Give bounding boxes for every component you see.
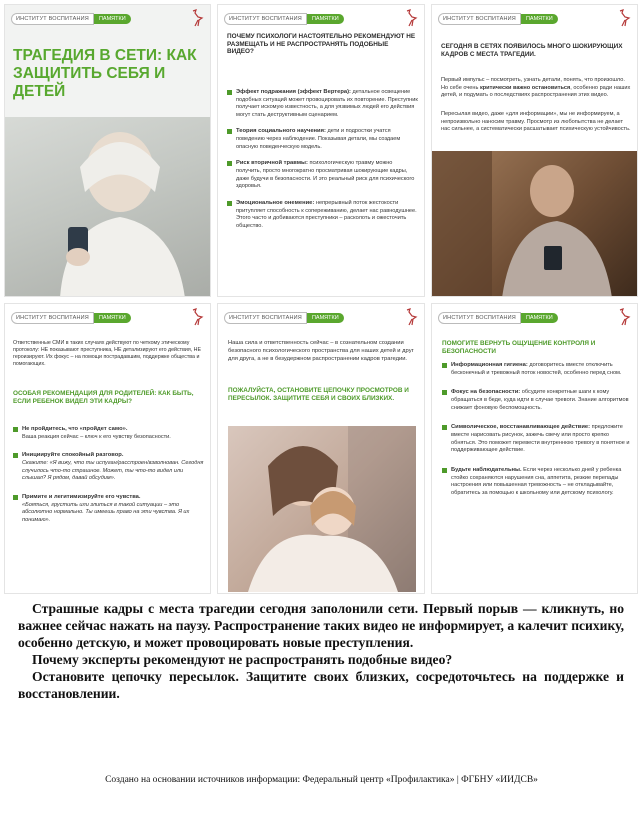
- card-title: ПОЖАЛУЙСТА, ОСТАНОВИТЕ ЦЕПОЧКУ ПРОСМОТРОВ И ПЕРЕСЫЛОК. ЗАЩИТИТЕ СЕБЯ И СВОИХ БЛИЗКИХ.: [228, 387, 409, 402]
- item-text: дети и подростки учатся поведению через наблюдение. Показывая детали, мы создаем опасную поведенческую модель.: [236, 128, 401, 150]
- heron-logo-icon: [617, 9, 631, 27]
- item-head: Эффект подражания (эффект Вертера):: [236, 89, 351, 95]
- item-head: Инициируйте спокойный разговор.: [22, 452, 124, 459]
- photo-man-with-phone: [432, 151, 638, 297]
- pamyatki-badge: ПАМЯТКИ: [307, 14, 344, 24]
- list-item: [442, 467, 630, 497]
- heron-logo-icon: [617, 308, 631, 326]
- infographic-grid: [4, 4, 638, 594]
- item-text: детальное освещение подобных ситуаций может провоцировать их повторение. Преступник получает искомую известность, а для уязвимых людей его действия могут стать деструктивным сценарием.: [236, 89, 418, 118]
- card-header: [438, 312, 558, 324]
- card-header: [11, 312, 131, 324]
- paragraph: Пересылая видео, даже «для информации», мы не информируем, а непроизвольно наносим травму. Просмотр из любопытства не делает нас сильнее, а систематически расшатывает психическую устойчивость.: [441, 111, 631, 133]
- bullet-icon: [442, 363, 447, 368]
- card-parents-advice: [4, 303, 211, 594]
- item-head: Эмоциональное онемение:: [236, 199, 315, 206]
- list-item: [227, 89, 419, 119]
- bullet-icon: [442, 468, 447, 473]
- institute-label: ИНСТИТУТ ВОСПИТАНИЯ: [438, 13, 521, 25]
- item-head: Примите и легитимизируйте его чувства.: [22, 493, 141, 500]
- item-text: договоритесь вместе отключить бесконечный и тревожный поток новостей, особенно перед сном.: [451, 362, 622, 376]
- body-paragraph: Остановите цепочку пересылок. Защитите своих близких, сосредоточьтесь на поддержке и восстановлении.: [18, 669, 624, 701]
- text-span: Первый импульс – посмотреть, узнать детали, понять, что произошло. Но себе очень: [441, 77, 625, 91]
- item-head: Информационная гигиена:: [451, 362, 528, 368]
- item-head: Риск вторичной травмы:: [236, 160, 308, 167]
- list-item: [13, 426, 205, 441]
- body-paragraph: Страшные кадры с места трагедии сегодня заполонили сети. Первый порыв — кликнуть, но важнее сейчас нажать на паузу. Распространение таких видео не информирует, а калечит психику, особенно детскую, и может провоцировать новые преступления.: [18, 601, 624, 650]
- intro-text: Ответственные СМИ в таких случаях действуют по четкому этическому протоколу: НЕ показывают преступника, НЕ детализируют его действия, НЕ героизируют. Их фокус – на помощи пострадавшим, поддержке общества и помогающих.: [13, 340, 202, 368]
- item-text: обсудите конкретные шаги к кому обращаться в беде, куда идти в случае тревоги. Знание алгоритмов снижает фоновую беспомощность.: [451, 389, 629, 411]
- item-head: Символическое, восстанавливающее действие:: [451, 424, 591, 431]
- list-item: [227, 200, 419, 230]
- card-title: ПОМОГИТЕ ВЕРНУТЬ ОЩУЩЕНИЕ КОНТРОЛЯ И БЕЗОПАСНОСТИ: [442, 340, 596, 355]
- item-head: Фокус на безопасности:: [451, 389, 521, 396]
- reasons-list: [227, 89, 419, 236]
- steps-list: [442, 362, 630, 503]
- pamyatki-badge: ПАМЯТКИ: [94, 14, 131, 24]
- paragraph: Наша сила и ответственность сейчас – в сознательном создании безопасного психологического пространства для наших детей и друг для друга, а не в безудержном распространении кадров трагедии.: [228, 340, 414, 362]
- bullet-icon: [13, 495, 18, 500]
- pamyatki-badge: ПАМЯТКИ: [94, 313, 131, 323]
- bullet-icon: [13, 427, 18, 432]
- photo-mother-hugging-child: [228, 426, 416, 592]
- item-text: «Бояться, грустить или злиться в такой ситуации – это абсолютно нормально. Ты имеешь право на эти чувства. Я их понимаю».: [22, 501, 190, 523]
- bullet-icon: [13, 453, 18, 458]
- card-title: ПОЧЕМУ ПСИХОЛОГИ НАСТОЯТЕЛЬНО РЕКОМЕНДУЮТ НЕ РАЗМЕЩАТЬ И НЕ РАСПРОСТРАНЯТЬ ПОДОБНЫЕ ВИДЕО?: [227, 33, 416, 56]
- item-text: психологическую травму можно получить, просто многократно просматривая шокирующие кадры, даже будучи в безопасности. И это реальный риск для психического здоровья.: [236, 160, 415, 190]
- institute-label: ИНСТИТУТ ВОСПИТАНИЯ: [224, 13, 307, 25]
- item-head: Не пройдитесь, что «пройдет само».: [22, 426, 128, 432]
- item-head: Будьте наблюдательны.: [451, 466, 522, 473]
- card-header: [438, 13, 558, 25]
- card-why-not-share: [217, 4, 425, 297]
- card-header: [224, 13, 344, 25]
- list-item: [442, 362, 630, 377]
- pamyatki-badge: ПАМЯТКИ: [521, 14, 558, 24]
- heron-logo-icon: [404, 308, 418, 326]
- card-header: [11, 13, 131, 25]
- card-title: СЕГОДНЯ В СЕТЯХ ПОЯВИЛОСЬ МНОГО ШОКИРУЮЩИХ КАДРОВ С МЕСТА ТРАГЕДИИ.: [441, 43, 623, 58]
- heron-logo-icon: [190, 308, 204, 326]
- bullet-icon: [227, 129, 232, 134]
- text-span: , особенно ради наших детей, и подумать о последствиях распространения этих видео.: [441, 84, 631, 99]
- item-head: Теория социального научения:: [236, 128, 326, 135]
- card-title: ТРАГЕДИЯ В СЕТИ: КАК ЗАЩИТИТЬ СЕБЯ И ДЕТЕЙ: [13, 47, 197, 100]
- body-paragraph: Почему эксперты рекомендуют не распространять подобные видео?: [32, 652, 453, 667]
- institute-label: ИНСТИТУТ ВОСПИТАНИЯ: [11, 13, 94, 25]
- list-item: [13, 452, 205, 482]
- main-text: [18, 600, 624, 702]
- card-header: [224, 312, 344, 324]
- pamyatki-badge: ПАМЯТКИ: [307, 313, 344, 323]
- list-item: [227, 128, 419, 151]
- paragraph: [441, 77, 631, 100]
- card-stop-chain: [217, 303, 425, 594]
- bullet-icon: [227, 90, 232, 95]
- item-text: предложите вместе нарисовать рисунок, зажечь свечу или просто крепко обняться. Это поможет перевести внутреннюю тревогу в понятное и поддерживающее действие.: [451, 424, 630, 454]
- card-tragedy-title: [4, 4, 211, 297]
- photo-worried-woman-phone: [5, 117, 211, 297]
- source-footer: Создано на основании источников информации: Федеральный центр «Профилактика» | ФГБНУ «ИИДСВ»: [105, 775, 538, 785]
- heron-logo-icon: [190, 9, 204, 27]
- list-item: [442, 424, 630, 454]
- bullet-icon: [227, 201, 232, 206]
- bullet-icon: [442, 425, 447, 430]
- advice-list: [13, 426, 205, 530]
- item-text: Если через несколько дней у ребенка стойко сохраняются нарушения сна, аппетита, резкие перепады настроения или повышенная тревожность – не откладывайте, обратитесь за помощью к школьному или детскому психологу.: [451, 466, 622, 496]
- bullet-icon: [227, 161, 232, 166]
- card-restore-control: [431, 303, 638, 594]
- item-text: Ваша реакция сейчас – ключ к его чувству безопасности.: [22, 433, 171, 440]
- emphasis: критически важно остановиться: [479, 84, 571, 91]
- institute-label: ИНСТИТУТ ВОСПИТАНИЯ: [438, 312, 521, 324]
- pamyatki-badge: ПАМЯТКИ: [521, 313, 558, 323]
- institute-label: ИНСТИТУТ ВОСПИТАНИЯ: [11, 312, 94, 324]
- item-text: непрерывный поток жестокости притупляет способность к сопереживанию, делает нас равнодушнее. Этого часто и добиваются преступники – расколоть и ожесточить общество.: [236, 199, 417, 229]
- list-item: [442, 389, 630, 412]
- heron-logo-icon: [404, 9, 418, 27]
- institute-label: ИНСТИТУТ ВОСПИТАНИЯ: [224, 312, 307, 324]
- list-item: [227, 160, 419, 190]
- card-title: ОСОБАЯ РЕКОМЕНДАЦИЯ ДЛЯ РОДИТЕЛЕЙ: КАК БЫТЬ, ЕСЛИ РЕБЕНОК ВИДЕЛ ЭТИ КАДРЫ?: [13, 390, 194, 405]
- card-shocking-footage: [431, 4, 638, 297]
- list-item: [13, 494, 205, 524]
- bullet-icon: [442, 390, 447, 395]
- item-text: Скажите: «Я вижу, что ты испуган/расстроен/взволнован. Сегодня случилось что-то страшное. Может, ты что-то видел или слышал? Я рядом, давай обсудим».: [22, 460, 204, 482]
